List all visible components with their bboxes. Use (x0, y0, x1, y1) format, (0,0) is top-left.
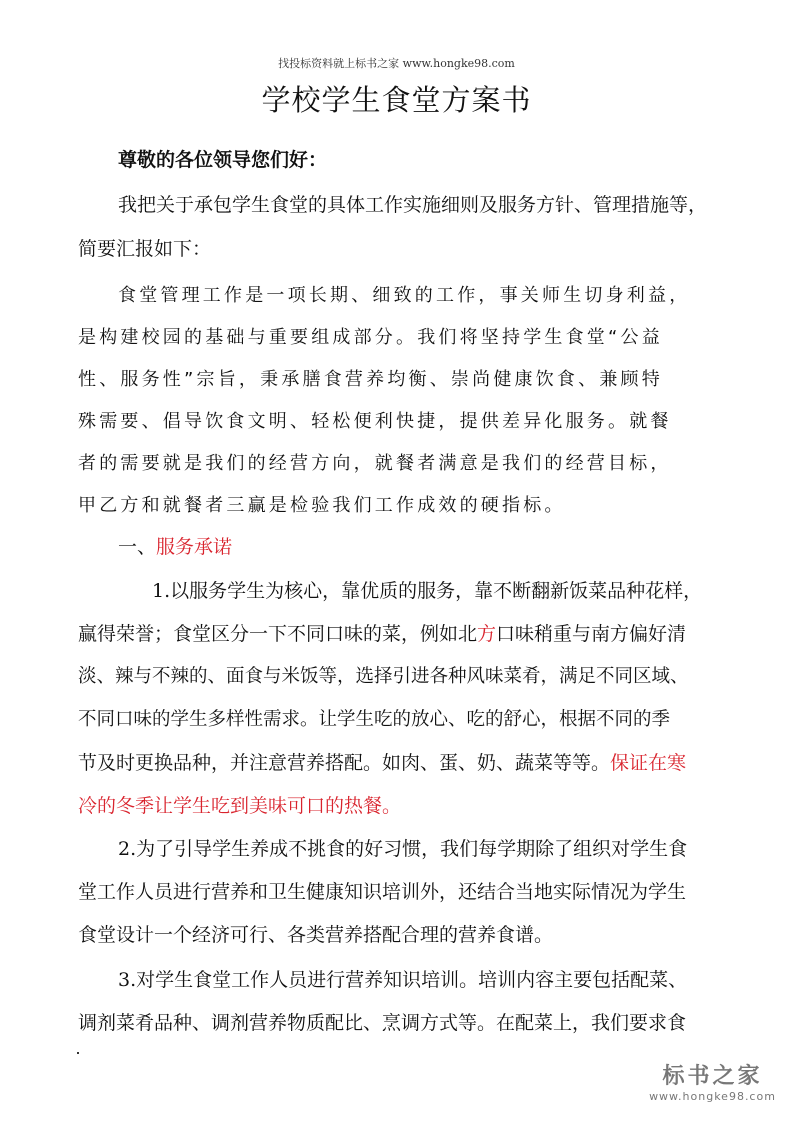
header-note: 找投标资料就上标书之家 www.hongke98.com (278, 57, 515, 70)
item-line: 淡、辣与不辣的、面食与米饭等，选择引进各种风味菜肴，满足不同区域、 (78, 666, 689, 687)
paragraph-line: 食堂管理工作是一项长期、细致的工作，事关师生切身利益， (118, 285, 691, 306)
item-line: 2.为了引导学生养成不挑食的好习惯，我们每学期除了组织对学生食 (118, 838, 688, 860)
item-line (78, 622, 718, 646)
item-line: 1.以服务学生为核心，靠优质的服务，靠不断翻新饭菜品种花样， (152, 580, 703, 602)
item-line: 不同口味的学生多样性需求。让学生吃的放心、吃的舒心，根据不同的季 (78, 709, 671, 730)
watermark-url: www.hongke98.com (649, 1090, 776, 1103)
watermark-logo (640, 1064, 785, 1104)
section-heading (118, 535, 758, 559)
intro-line: 我把关于承包学生食堂的具体工作实施细则及服务方针、管理措施等， (118, 194, 708, 216)
item-line: 调剂菜肴品种、调剂营养物质配比、烹调方式等。在配菜上，我们要求食 (78, 1012, 687, 1034)
item-line: 食堂设计一个经济可行、各类营养搭配合理的营养食谱。 (78, 924, 554, 946)
greeting: 尊敬的各位领导您们好： (118, 149, 328, 171)
document-title: 学校学生食堂方案书 (261, 83, 532, 117)
watermark-brand: 标书之家 (662, 1064, 763, 1089)
paragraph-line: 是构建校园的基础与重要组成部分。我们将坚持学生食堂“公益 (78, 327, 663, 348)
paragraph-line: 殊需要、倡导饮食文明、轻松便利快捷，提供差异化服务。就餐 (78, 411, 672, 432)
highlight-text: 保证在寒 (610, 752, 687, 774)
intro-line: 简要汇报如下： (78, 238, 212, 260)
page-dot (77, 1052, 79, 1054)
item-text: 节及时更换品种，并注意营养搭配。如肉、蛋、奶、蔬菜等等。 (78, 752, 611, 774)
item-line: 3.对学生食堂工作人员进行营养知识培训。培训内容主要包括配菜、 (118, 969, 688, 991)
section-number: 一、 (118, 536, 157, 558)
item-line: 堂工作人员进行营养和卫生健康知识培训外，还结合当地实际情况为学生 (78, 881, 687, 903)
paragraph-line: 性、服务性”宗旨，秉承膳食营养均衡、崇尚健康饮食、兼顾特 (78, 369, 663, 390)
item-text: 口味稍重与南方偏好清 (496, 623, 687, 645)
section-title: 服务承诺 (156, 536, 233, 558)
highlight-line: 冷的冬季让学生吃到美味可口的热餐。 (78, 795, 402, 817)
paragraph-line: 者的需要就是我们的经营方向，就餐者满意是我们的经营目标， (78, 453, 672, 474)
highlight-text: 方 (477, 623, 497, 645)
item-line (78, 751, 718, 775)
paragraph-line: 甲乙方和就餐者三赢是检验我们工作成效的硬指标。 (78, 495, 566, 516)
item-text: 赢得荣誉；食堂区分一下不同口味的菜，例如北 (78, 623, 478, 645)
